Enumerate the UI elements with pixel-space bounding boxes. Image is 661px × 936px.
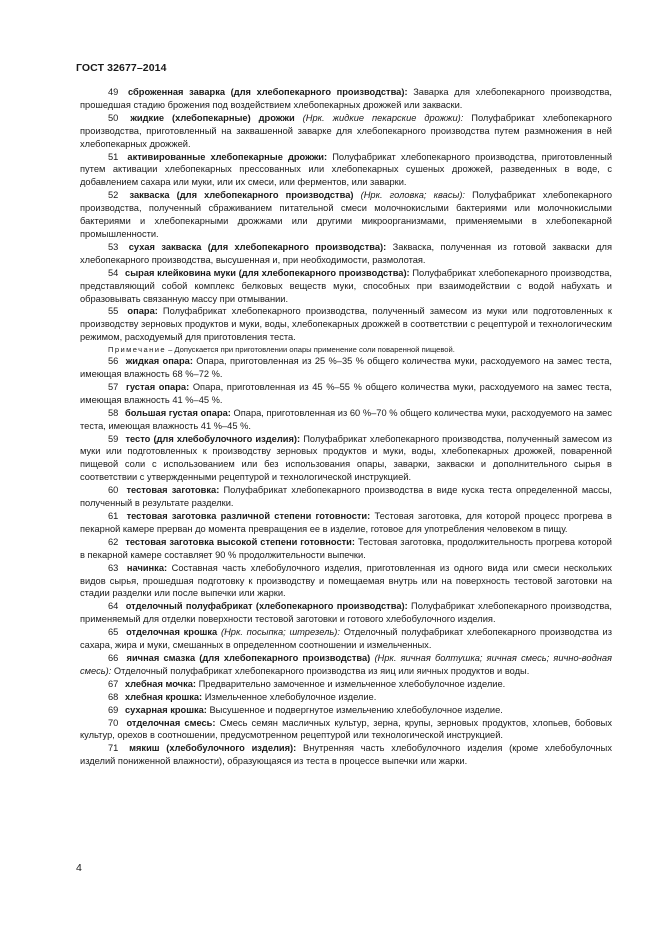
term-number: 62	[108, 536, 119, 547]
term-number: 68	[108, 691, 119, 702]
page-number: 4	[76, 862, 82, 874]
term-definition: Тестовая заготовка, для которой процесс прогрева в пекарной камере прерван до момента превращения ее в изделие, готовое для употребления человеком в пищу.	[80, 511, 612, 534]
term-number: 59	[108, 433, 119, 444]
term-name: сухая закваска (для хлебопекарного производства):	[128, 241, 387, 252]
term-number: 49	[108, 87, 119, 97]
term-number: 60	[108, 485, 119, 496]
term-number: 51	[108, 151, 119, 162]
term-number: 69	[108, 704, 119, 715]
term-synonym: (Нрк. посыпка; штрезель):	[220, 627, 340, 638]
term-number: 54	[108, 267, 119, 278]
term-name: тестовая заготовка различной степени готовности:	[126, 511, 371, 521]
term-entry	[80, 717, 612, 743]
term-definition: Тестовая заготовка, продолжительность прогрева которой в пекарной камере составляет 90 % продолжительности выпечки.	[80, 536, 612, 560]
term-number: 63	[108, 562, 119, 573]
term-definition: Полуфабрикат хлебопекарного производства, приготовленный путем активации хлебопекарных прессованных или хлебопекарных сушеных дрожжей, разведенных в воде, с добавлением сахара или муки, или их смеси, или ферментов, или заварки.	[80, 151, 613, 188]
term-definition: Внутренняя часть хлебобулочного изделия (кроме хлебобулочных изделий пониженной влажности), образующаяся из теста в процессе выпечки или жарки.	[80, 743, 612, 767]
terms-list-1	[80, 86, 612, 344]
term-entry	[80, 484, 612, 510]
term-name: сброженная заварка (для хлебопекарного производства):	[127, 87, 408, 97]
term-entry	[80, 704, 612, 717]
term-definition: Опара, приготовленная из 25 %–35 % общего количества муки, расходуемого на замес теста, имеющая влажность 68 %–72 %.	[80, 356, 612, 380]
terms-content	[80, 86, 612, 768]
term-number: 53	[108, 241, 119, 252]
term-name: отделочный полуфабрикат (хлебопекарного производства):	[125, 601, 408, 612]
term-definition: Полуфабрикат хлебопекарного производства, полученный замесом из муки или подготовленных к производству зерновых продуктов и муки, воды, хлебопекарных дрожжей в соответствии с рецептурой и технологическим режимом, расходуемый для приготовления теста.	[80, 306, 612, 343]
term-name: большая густая опара:	[124, 407, 231, 418]
term-definition: Полуфабрикат хлебопекарного производства, полученный замесом из муки или подготовленных к производству зерновых продуктов и муки, воды, хлебопекарных дрожжей, поваренной пищевой соли с использованием или без использования опары, заварки, закваски и дополнительного сырья в соответствии с утвержденными рецептурой и технологической инструкцией.	[80, 433, 612, 483]
term-synonym: (Нрк. яичная болтушка; яичная смесь; яично-водная смесь):	[80, 652, 612, 676]
term-definition: Полуфабрикат хлебопекарного производства, полученный сбраживанием питательной смеси молочнокислыми бактериями или молочнокислыми бактериями и хлебопекарными дрожжами или другими микроорганизмами, применяемыми в хлебопекарной промышленности.	[80, 190, 612, 239]
term-definition: Полуфабрикат хлебопекарного производства, представляющий собой комплекс белковых веществ муки, способных при взаимодействии с водой набухать и образовывать связанную массу при отмывании.	[80, 267, 612, 304]
term-entry	[80, 691, 612, 704]
term-definition: Полуфабрикат хлебопекарного производства, приготовленный на заквашенной заварке для хлебопекарного производства путем размножения в ней хлебопекарных дрожжей.	[80, 112, 612, 149]
term-synonym: (Нрк. жидкие пекарские дрожжи):	[302, 112, 464, 123]
term-definition: Смесь семян масличных культур, зерна, крупы, зерновых продуктов, хлопьев, бобовых культур, орехов в соотношении, предусмотренном рецептурой или технологической инструкцией.	[80, 717, 612, 741]
term-entry	[80, 381, 612, 407]
term-number: 55	[108, 306, 119, 317]
term-number: 52	[108, 190, 119, 201]
term-entry	[80, 652, 612, 678]
term-entry	[80, 562, 612, 601]
term-number: 50	[108, 112, 119, 123]
term-entry	[80, 112, 612, 151]
term-name: тестовая заготовка:	[126, 485, 220, 496]
term-number: 56	[108, 356, 119, 367]
term-name: опара:	[127, 306, 158, 317]
term-entry	[80, 407, 612, 433]
term-name: отделочная крошка	[126, 627, 218, 638]
term-number: 67	[108, 678, 119, 689]
term-name: тесто (для хлебобулочного изделия):	[125, 433, 301, 444]
term-name: хлебная мочка:	[124, 678, 196, 689]
term-entry	[80, 189, 612, 241]
term-name: мякиш (хлебобулочного изделия):	[129, 743, 297, 754]
note-paragraph	[80, 344, 612, 355]
term-name: отделочная смесь:	[126, 717, 216, 728]
term-definition: Полуфабрикат хлебопекарного производства в виде куска теста определенной массы, полученный в результате разделки.	[80, 485, 612, 509]
document-header: ГОСТ 32677–2014	[76, 62, 167, 74]
term-number: 66	[108, 652, 119, 663]
term-name: хлебная крошка:	[124, 691, 203, 702]
term-number: 71	[108, 743, 119, 754]
term-entry	[80, 86, 612, 112]
terms-list-2	[80, 355, 612, 768]
term-entry	[80, 536, 612, 562]
term-number: 64	[108, 601, 119, 612]
term-definition: Полуфабрикат хлебопекарного производства, применяемый для отделки поверхности тестовой заготовки и готового хлебобулочного изделия.	[80, 601, 612, 625]
note-text: – Допускается при приготовлении опары применение соли поваренной пищевой.	[165, 345, 455, 355]
term-entry	[80, 433, 612, 485]
term-definition: Измельченное хлебобулочное изделие.	[204, 691, 377, 702]
term-number: 70	[108, 717, 119, 728]
term-name: жидкая опара:	[125, 356, 193, 367]
term-entry	[80, 510, 612, 536]
term-name: сырая клейковина муки (для хлебопекарного производства):	[125, 267, 410, 278]
term-name: начинка:	[126, 562, 168, 573]
term-name: яичная смазка (для хлебопекарного производства)	[126, 652, 371, 663]
term-entry	[80, 742, 612, 768]
term-definition: Закваска, полученная из готовой закваски для хлебопекарного производства, высушенная и, при необходимости, размолотая.	[80, 241, 613, 265]
term-definition: Опара, приготовленная из 45 %–55 % общего количества муки, расходуемого на замес теста, имеющая влажность 41 %–45 %.	[80, 381, 612, 405]
term-definition: Отделочный полуфабрикат хлебопекарного производства из яиц или яичных продуктов и воды.	[113, 665, 530, 676]
term-definition: Отделочный полуфабрикат хлебопекарного производства из сахара, жира и муки, смешанных в определенном соотношении и измельченных.	[80, 627, 612, 651]
term-number: 61	[108, 511, 119, 521]
term-name: закваска (для хлебопекарного производства)	[129, 190, 354, 201]
term-name: густая опара:	[125, 381, 190, 392]
term-name: жидкие (хлебопекарные) дрожжи	[130, 112, 295, 123]
term-number: 57	[108, 381, 119, 392]
term-entry	[80, 267, 612, 306]
term-definition: Предварительно замоченное и измельченное хлебобулочное изделие.	[198, 678, 506, 689]
term-entry	[80, 355, 612, 381]
term-name: тестовая заготовка высокой степени готовности:	[125, 536, 355, 547]
term-entry	[80, 600, 612, 626]
term-entry	[80, 305, 612, 344]
term-entry	[80, 626, 612, 652]
term-entry	[80, 678, 612, 691]
term-definition: Составная часть хлебобулочного изделия, приготовленная из одного вида или смеси нескольких видов сырья, прошедшая подготовку к производству и помещаемая внутрь или на поверхность тестовой заготовки на стадии разделки или после выпечки или жарки.	[80, 562, 612, 599]
term-name: активированные хлебопекарные дрожжи:	[127, 151, 328, 162]
term-definition: Опара, приготовленная из 60 %–70 % общего количества муки, расходуемого на замес теста, имеющая влажность 41 %–45 %.	[80, 407, 612, 431]
term-number: 58	[108, 407, 119, 418]
term-definition: Высушенное и подвергнутое измельчению хлебобулочное изделие.	[209, 704, 503, 715]
term-number: 65	[108, 627, 119, 638]
term-synonym: (Нрк. головка; квасы):	[360, 190, 466, 201]
term-entry	[80, 241, 612, 267]
note-label: Примечание	[108, 345, 166, 355]
term-name: сухарная крошка:	[124, 704, 207, 715]
term-definition: Заварка для хлебопекарного производства, прошедшая стадию брожения под воздействием хлебопекарных дрожжей или закваски.	[80, 87, 612, 110]
term-entry	[80, 151, 612, 190]
